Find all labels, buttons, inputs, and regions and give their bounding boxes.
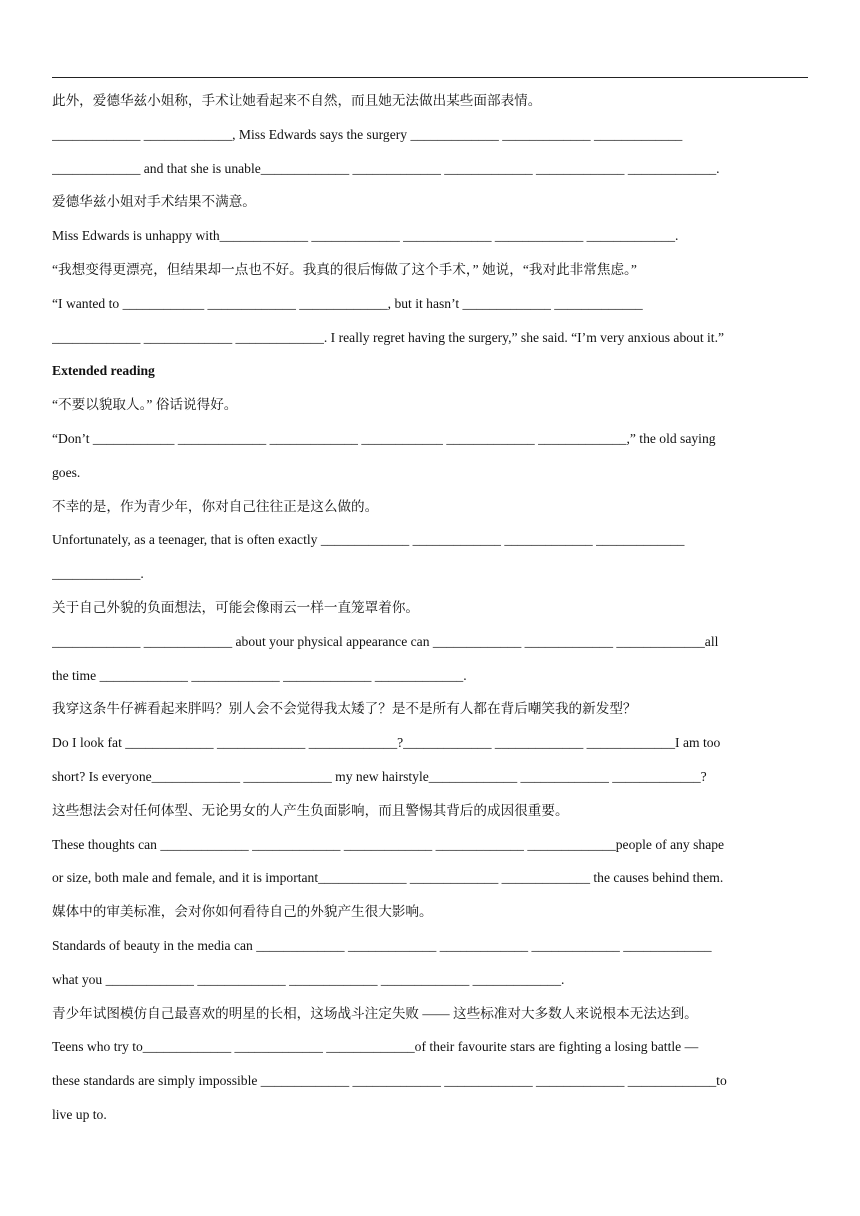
fill-blank-line: “I wanted to ____________ _____________ _____________, but it hasn’t _____________ _____________ <box>52 295 643 311</box>
fill-blank-line: These thoughts can _____________ _____________ _____________ _____________ _____________people of any shape <box>52 836 725 852</box>
chinese-sentence: 青少年试图模仿自己最喜欢的明星的长相，这场战斗注定失败 —— 这些标准对大多数人来说根本无法达到。 <box>52 1005 698 1021</box>
fill-blank-line: Miss Edwards is unhappy with_____________ _____________ _____________ _____________ _____________. <box>52 228 679 244</box>
fill-blank-line: Standards of beauty in the media can _____________ _____________ _____________ _____________ _____________ <box>52 937 712 953</box>
chinese-sentence: 媒体中的审美标准，会对你如何看待自己的外貌产生很大影响。 <box>52 904 433 920</box>
chinese-sentence: 我穿这条牛仔裤看起来胖吗？别人会不会觉得我太矮了？是不是所有人都在背后嘲笑我的新发型？ <box>52 701 637 717</box>
fill-blank-line: _____________ and that she is unable_____________ _____________ _____________ _____________ _____________. <box>52 160 720 176</box>
fill-blank-line: _____________ _____________, Miss Edwards says the surgery _____________ _____________ _____________ <box>52 126 683 142</box>
fill-blank-line: Do I look fat _____________ _____________ _____________?_____________ _____________ _____________I am too <box>52 735 721 751</box>
fill-blank-line: Unfortunately, as a teenager, that is often exactly _____________ _____________ _____________ _____________ <box>52 532 685 548</box>
fill-blank-line: the time _____________ _____________ _____________ _____________. <box>52 667 467 683</box>
fill-blank-line: “Don’t ____________ _____________ _____________ ____________ _____________ _____________,” the old saying <box>52 430 716 446</box>
fill-blank-line: or size, both male and female, and it is important_____________ _____________ _____________ the causes behind them. <box>52 870 724 886</box>
section-heading: Extended reading <box>52 363 155 379</box>
fill-blank-line: what you _____________ _____________ _____________ _____________ _____________. <box>52 971 565 987</box>
fill-blank-line: _____________. <box>52 566 144 582</box>
fill-blank-line: goes. <box>52 464 81 480</box>
fill-blank-line: _____________ _____________ _____________. I really regret having the surgery,” she said. “I’m very anxious about it.” <box>52 329 725 345</box>
fill-blank-line: short? Is everyone_____________ _____________ my new hairstyle_____________ _____________ _____________? <box>52 768 707 784</box>
fill-blank-line: these standards are simply impossible _____________ _____________ _____________ _____________ _____________to <box>52 1073 727 1089</box>
document-body <box>52 84 812 1132</box>
fill-blank-line: Teens who try to_____________ _____________ _____________of their favourite stars are fighting a losing battle — <box>52 1039 699 1055</box>
fill-blank-line: _____________ _____________ about your physical appearance can _____________ _____________ _____________all <box>52 633 719 649</box>
chinese-sentence: 此外，爱德华兹小姐称，手术让她看起来不自然，而且她无法做出某些面部表情。 <box>52 93 542 108</box>
chinese-sentence: 这些想法会对任何体型、无论男女的人产生负面影响，而且警惕其背后的成因很重要。 <box>52 802 569 818</box>
chinese-sentence: 关于自己外貌的负面想法，可能会像雨云一样一直笼罩着你。 <box>52 599 420 615</box>
chinese-sentence: “我想变得更漂亮，但结果却一点也不好。我真的很后悔做了这个手术，” 她说，“我对此非常焦虑。” <box>52 261 637 277</box>
top-rule <box>52 77 808 78</box>
chinese-sentence: “不要以貌取人。” 俗话说得好。 <box>52 397 238 413</box>
chinese-sentence: 爱德华兹小姐对手术结果不满意。 <box>52 194 256 210</box>
fill-blank-line: live up to. <box>52 1106 107 1122</box>
chinese-sentence: 不幸的是，作为青少年，你对自己往往正是这么做的。 <box>52 498 379 514</box>
